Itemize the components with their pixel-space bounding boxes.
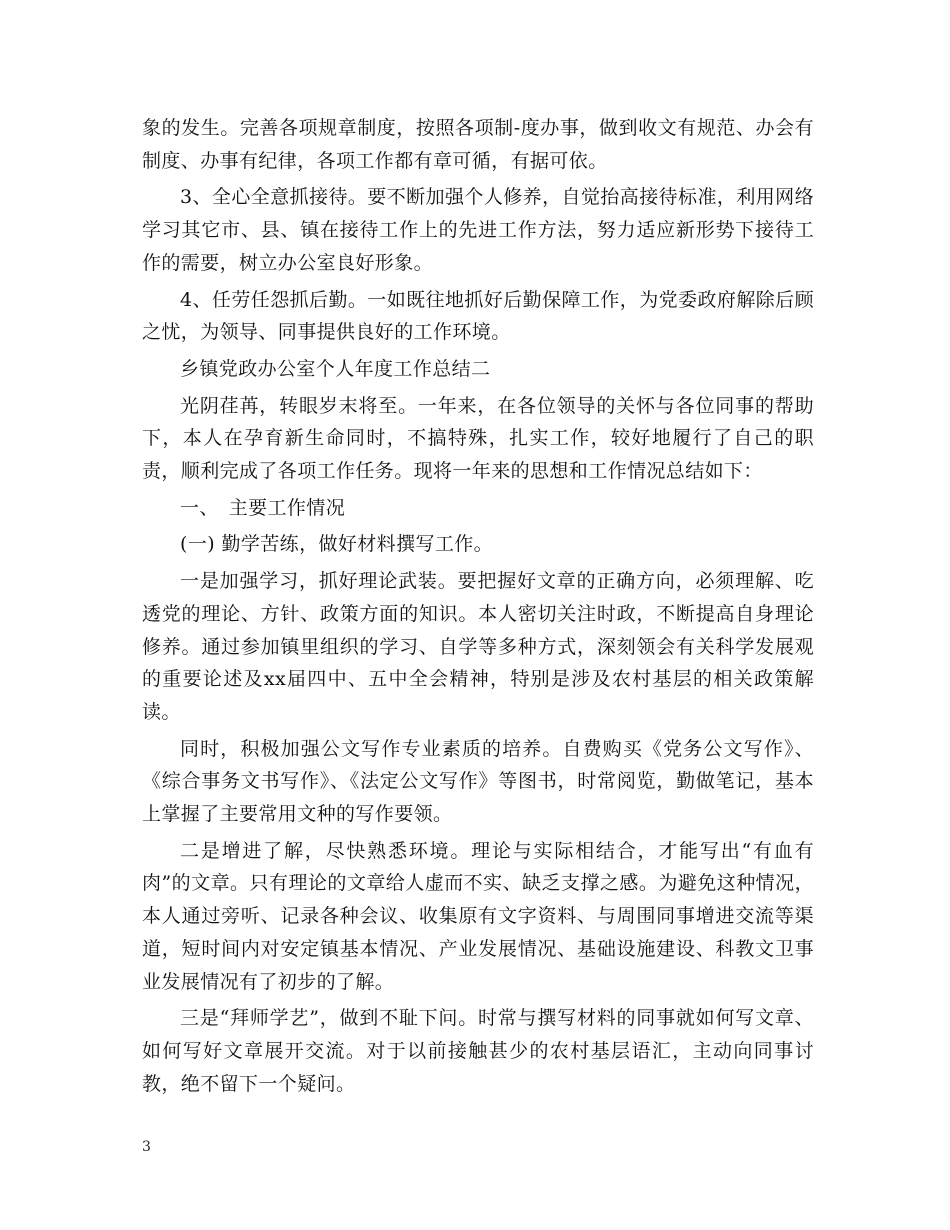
subheading-writing-work: (一) 勤学苦练，做好材料撰写工作。 <box>180 533 494 556</box>
section-title: 乡镇党政办公室个人年度工作总结二 <box>180 357 491 380</box>
paragraph-2: 3、全心全意抓接待。要不断加强个人修养，自觉抬高接待标准，利用网络学习其它市、县、镇在接待工作上的先进工作方法，努力适应新形势下接待工作的需要，树立办公室良好形象。 <box>142 186 814 274</box>
paragraph-1: 象的发生。完善各项规章制度，按照各项制-度办事，做到收文有规范、办会有制度、办事有纪律，各项工作都有章可循，有据可依。 <box>142 117 814 172</box>
paragraph-3: 4、任劳任怨抓后勤。一如既往地抓好后勤保障工作，为党委政府解除后顾之忧，为领导、同事提供良好的工作环境。 <box>142 288 814 344</box>
paragraph-environment: 二是增进了解，尽快熟悉环境。理论与实际相结合，才能写出“有血有肉”的文章。只有理论的文章给人虚而不实、缺乏支撑之感。为避免这种情况，本人通过旁听、记录各种会议、收集原有文字资料、与周围同事增进交流等渠道，短时间内对安定镇基本情况、产业发展情况、基础设施建设、科教文卫事业发展情况有了初步的了解。 <box>142 839 814 993</box>
page-number: 3 <box>142 1139 151 1155</box>
paragraph-learn-from-colleagues: 三是“拜师学艺”，做到不耻下问。时常与撰写材料的同事就如何写文章、如何写好文章展开交流。对于以前接触甚少的农村基层语汇，主动向同事讨教，绝不留下一个疑问。 <box>142 1007 814 1095</box>
paragraph-writing-training: 同时，积极加强公文写作专业素质的培养。自费购买《党务公文写作》、《综合事务文书写作》、《法定公文写作》等图书，时常阅览，勤做笔记，基本上掌握了主要常用文种的写作要领。 <box>142 737 814 826</box>
document-body <box>142 112 814 1104</box>
paragraph-intro: 光阴荏苒，转眼岁末将至。一年来，在各位领导的关怀与各位同事的帮助下，本人在孕育新生命同时，不搞特殊，扎实工作，较好地履行了自己的职责，顺利完成了各项工作任务。现将一年来的思想和工作情况总结如下： <box>142 394 814 483</box>
paragraph-study: 一是加强学习，抓好理论武装。要把握好文章的正确方向，必须理解、吃透党的理论、方针、政策方面的知识。本人密切关注时政，不断提高自身理论修养。通过参加镇里组织的学习、自学等多种方式，深刻领会有关科学发展观的重要论述及xx届四中、五中全会精神，特别是涉及农村基层的相关政策解读。 <box>142 570 814 723</box>
heading-main-work: 一、 主要工作情况 <box>180 496 346 519</box>
